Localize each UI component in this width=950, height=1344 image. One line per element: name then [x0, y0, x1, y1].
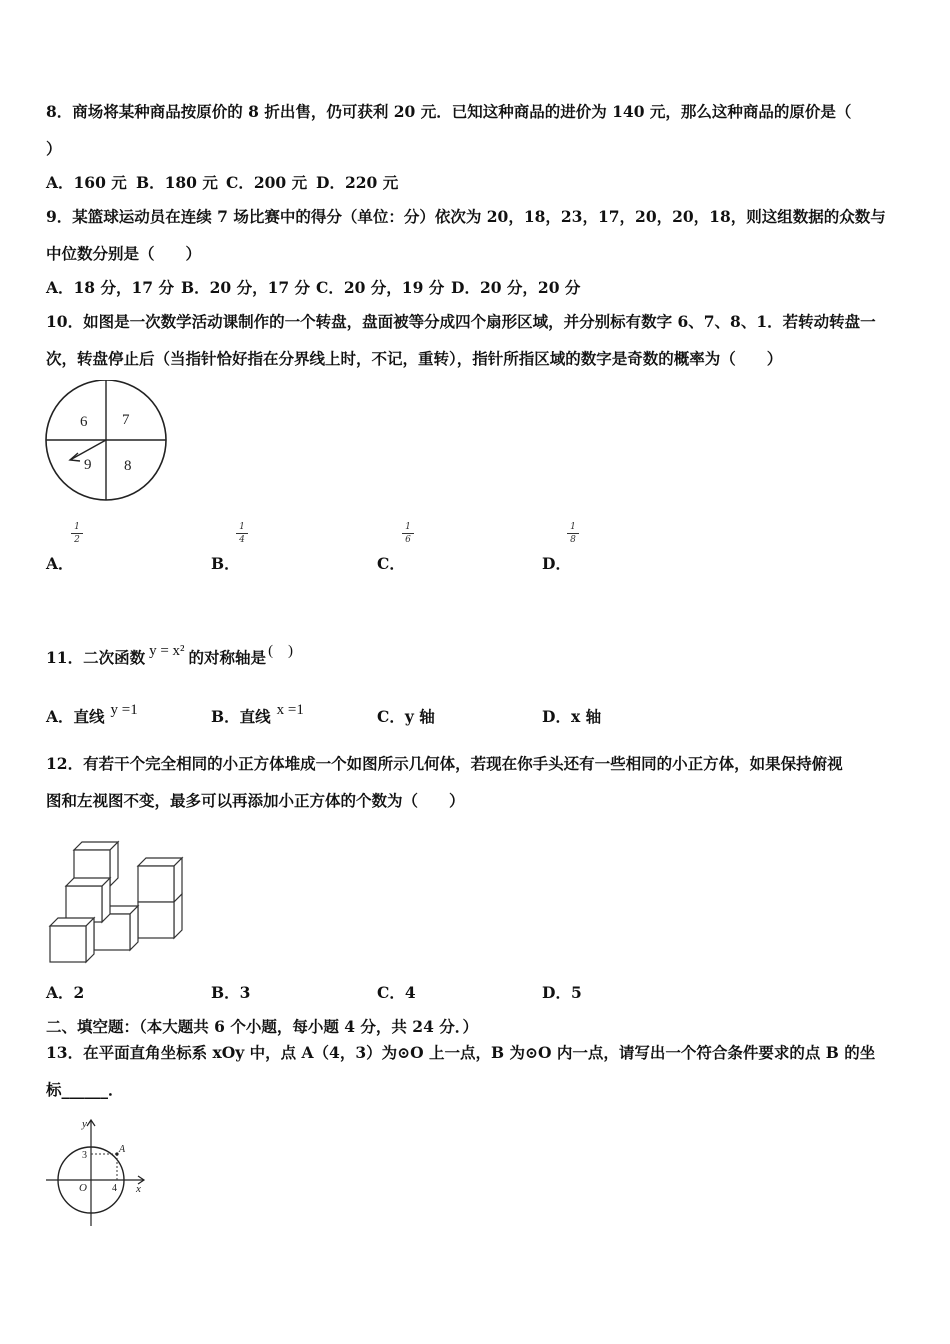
spinner-number-6: 6 [80, 414, 88, 430]
fraction-numerator: 1 [405, 522, 411, 532]
q10-option-c-fraction [402, 522, 414, 545]
q11-option-a [46, 702, 138, 728]
q12-options [46, 983, 916, 1003]
spinner-number-9: 9 [84, 457, 92, 473]
q9-option-b: B．20 分，17 分 [181, 278, 311, 297]
q8-option-b: B．180 元 [136, 173, 218, 192]
spinner-number-8: 8 [124, 458, 132, 474]
q10-option-d: D． [542, 554, 571, 573]
x-axis-label: x [136, 1183, 141, 1195]
coordinate-circle-figure [44, 1114, 150, 1228]
fraction-denominator: 4 [239, 535, 245, 545]
spinner-figure [44, 380, 170, 504]
q9-option-d: D．20 分，20 分 [451, 278, 581, 297]
q12-option-b: B．3 [211, 983, 251, 1002]
tick-label-4: 4 [112, 1183, 117, 1194]
fraction-denominator: 8 [570, 535, 576, 545]
q11-formula: y = x² [149, 643, 185, 659]
q11-stem [46, 643, 916, 669]
y-axis-label: y [82, 1118, 87, 1130]
q11-paren: ( ) [268, 643, 294, 659]
q9-options [46, 278, 916, 298]
q13-stem-line2: 标______． [46, 1080, 124, 1099]
q9-option-a: A．18 分，17 分 [46, 278, 174, 297]
q8-option-c: C．200 元 [226, 173, 308, 192]
q12-option-d: D．5 [542, 983, 582, 1002]
q10-stem-line2: 次，转盘停止后（当指针恰好指在分界线上时，不记，重转），指针所指区域的数字是奇数的概率为（ ） [46, 349, 783, 368]
cube-left-middle [66, 878, 110, 922]
q8-stem-line2: ） [46, 139, 62, 158]
q12-stem-line2: 图和左视图不变，最多可以再添加小正方体的个数为（ ） [46, 791, 465, 810]
q10-option-d-fraction [567, 522, 579, 545]
q11-option-b-formula: x =1 [276, 702, 304, 718]
section-2-heading: 二、填空题：（本大题共 6 个小题，每小题 4 分，共 24 分．） [46, 1017, 479, 1036]
q9-stem-line1: 9．某篮球运动员在连续 7 场比赛中的得分（单位：分）依次为 20，18，23，17，20，20，18，则这组数据的众数与 [46, 207, 886, 226]
tick-label-3: 3 [82, 1150, 87, 1161]
q11-options [46, 702, 916, 727]
q10-option-c: C． [377, 554, 405, 573]
q10-option-a-fraction [71, 522, 83, 545]
cube-stack-figure [46, 826, 188, 964]
q11-suffix: 的对称轴是 [188, 648, 267, 667]
q13-stem-line1: 13．在平面直角坐标系 xOy 中，点 A（4，3）为⊙O 上一点，B 为⊙O 内一点，请写出一个符合条件要求的点 B 的坐 [46, 1043, 876, 1062]
spinner-number-7: 7 [122, 412, 130, 428]
q9-option-c: C．20 分，19 分 [316, 278, 445, 297]
q10-option-b-fraction [236, 522, 248, 545]
cube-front-bottom [50, 918, 94, 962]
q8-stem-line1: 8．商场将某种商品按原价的 8 折出售，仍可获利 20 元．已知这种商品的进价为 140 元，那么这种商品的原价是（ [46, 102, 852, 121]
q11-option-a-label: A．直线 [46, 707, 105, 726]
q8-option-d: D．220 元 [316, 173, 399, 192]
q9-stem-line2: 中位数分别是（ ） [46, 244, 202, 263]
fraction-numerator: 1 [570, 522, 576, 532]
q12-option-a: A．2 [46, 983, 85, 1002]
q11-option-d: D．x 轴 [542, 707, 602, 726]
q11-option-b [211, 702, 304, 728]
q8-option-a: A．160 元 [46, 173, 127, 192]
fraction-denominator: 2 [74, 535, 80, 545]
q12-option-c: C．4 [377, 983, 416, 1002]
point-a-label: A [119, 1144, 126, 1155]
cube-right-top [138, 858, 182, 902]
fraction-denominator: 6 [405, 535, 411, 545]
q10-stem-line1: 10．如图是一次数学活动课制作的一个转盘，盘面被等分成四个扇形区域，并分别标有数字 6、7、8、1．若转动转盘一 [46, 312, 876, 331]
fraction-numerator: 1 [239, 522, 245, 532]
q10-option-a: A． [46, 554, 74, 573]
fraction-numerator: 1 [74, 522, 80, 532]
q10-options [46, 522, 916, 574]
q8-options [46, 173, 916, 193]
q12-stem-line1: 12．有若干个完全相同的小正方体堆成一个如图所示几何体，若现在你手头还有一些相同的小正方体，如果保持俯视 [46, 754, 843, 773]
q11-prefix: 11．二次函数 [46, 648, 146, 667]
q11-option-b-label: B．直线 [211, 707, 271, 726]
q10-option-b: B． [211, 554, 240, 573]
q11-option-a-formula: y =1 [110, 702, 138, 718]
q11-option-c: C．y 轴 [377, 707, 435, 726]
origin-label: O [79, 1182, 87, 1194]
